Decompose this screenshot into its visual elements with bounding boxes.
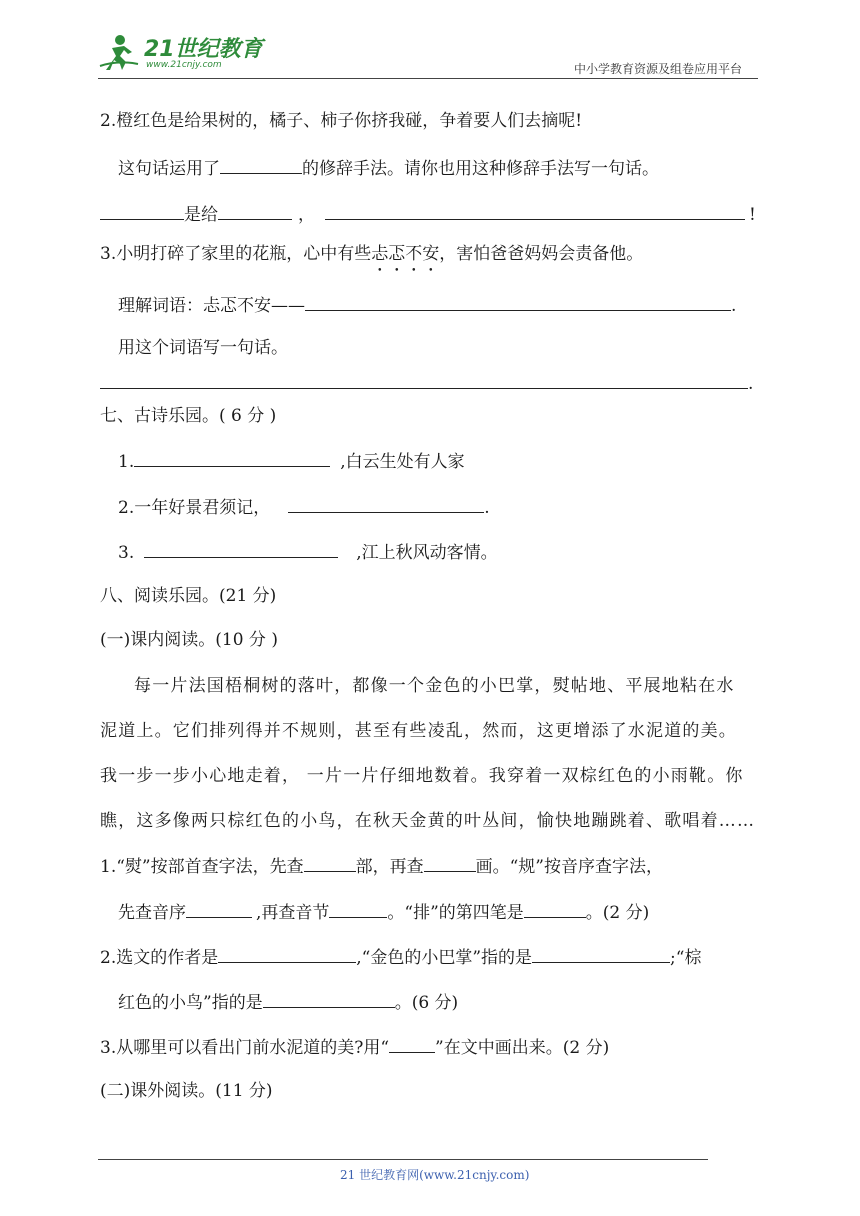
q6-2-prompt bbox=[118, 155, 659, 181]
q8-2-d: 红色的小鸟”指的是 bbox=[118, 993, 263, 1013]
logo-text: 21世纪教育 bbox=[144, 37, 263, 62]
sentence-blank[interactable] bbox=[100, 370, 748, 389]
q8-1-b: 部，再查 bbox=[355, 857, 424, 877]
golden-palm-blank[interactable] bbox=[532, 944, 670, 963]
emph-char-1: 忐 bbox=[371, 244, 389, 264]
understand-label: 理解词语：忐忑不安—— bbox=[118, 296, 305, 316]
poem-blank-2[interactable] bbox=[288, 494, 484, 513]
understand-blank[interactable] bbox=[305, 292, 731, 311]
q8-sub1-title: (一)课内阅读。(10 分 ) bbox=[100, 630, 278, 650]
syllable-blank[interactable] bbox=[329, 899, 387, 918]
q8-2-line-a bbox=[100, 944, 701, 970]
passage-line-1: 每一片法国梧桐树的落叶，都像一个金色的小巴掌，熨帖地、平展地粘在水 bbox=[134, 676, 735, 696]
fill-blank-1[interactable] bbox=[100, 201, 184, 220]
poem-blank-3[interactable] bbox=[144, 539, 338, 558]
q7-2-suffix: . bbox=[484, 498, 490, 518]
q7-3-prefix: 3. bbox=[118, 543, 135, 563]
q6-3-sentence-b: ，害怕爸爸妈妈会责备他。 bbox=[439, 244, 644, 264]
q6-3-sentence-line bbox=[100, 370, 753, 396]
q7-title: 七、古诗乐园。( 6 分 ) bbox=[100, 406, 277, 426]
logo-url: www.21cnjy.com bbox=[146, 60, 222, 70]
header-right-text: 中小学教育资源及组卷应用平台 bbox=[574, 62, 743, 76]
q8-1-g: 。(2 分) bbox=[585, 903, 650, 923]
q8-3-a: 3.从哪里可以看出门前水泥道的美?用“ bbox=[100, 1038, 390, 1058]
fill-blank-3[interactable] bbox=[325, 201, 745, 220]
q6-3-sentence-a: 3.小明打碎了家里的花瓶，心中有些 bbox=[100, 244, 372, 264]
q8-1-a: 1.“熨”按部首查字法，先查 bbox=[100, 857, 304, 877]
sentence-period: . bbox=[748, 374, 754, 394]
understand-period: . bbox=[731, 296, 737, 316]
fill-comma: ， bbox=[298, 205, 315, 225]
q6-2-prompt-b: 的修辞手法。请你也用这种修辞手法写一句话。 bbox=[302, 159, 659, 179]
q6-3-understand bbox=[118, 292, 736, 318]
fill-mid-text: 是给 bbox=[184, 205, 218, 225]
emph-char-3: 不 bbox=[405, 244, 423, 264]
emph-char-2: 忑 bbox=[388, 244, 406, 264]
q8-1-c: 画。“规”按音序查字法， bbox=[475, 857, 663, 877]
q7-1-prefix: 1. bbox=[118, 452, 135, 472]
footer-text: 21 世纪教育网(www.21cnjy.com) bbox=[340, 1168, 530, 1182]
q6-2-prompt-a: 这句话运用了 bbox=[118, 159, 220, 179]
q8-3-b: ”在文中画出来。(2 分) bbox=[435, 1038, 610, 1058]
q7-line-1 bbox=[118, 448, 465, 474]
q6-2-sentence: 2.橙红色是给果树的，橘子、柿子你挤我碰，争着要人们去摘呢! bbox=[100, 111, 583, 131]
q8-2-c: ;“棕 bbox=[670, 948, 702, 968]
poem-blank-1[interactable] bbox=[134, 448, 330, 467]
logo bbox=[98, 30, 268, 78]
emph-char-4: 安 bbox=[422, 244, 440, 264]
q8-1-line-b bbox=[118, 899, 649, 925]
q8-1-f: 。“排”的第四笔是 bbox=[387, 903, 524, 923]
underline-mark-sample bbox=[389, 1034, 435, 1053]
q8-2-b: ,“金色的小巴掌”指的是 bbox=[356, 948, 533, 968]
initial-blank[interactable] bbox=[186, 899, 252, 918]
q8-2-e: 。(6 分) bbox=[394, 993, 459, 1013]
q8-1-line-a bbox=[100, 853, 663, 879]
footer-divider bbox=[98, 1159, 708, 1160]
passage-line-3: 我一步一步小心地走着， 一片一片仔细地数着。我穿着一双棕红色的小雨靴。你 bbox=[100, 766, 744, 786]
q7-3-suffix: ,江上秋风动客情。 bbox=[356, 543, 498, 563]
q8-title: 八、阅读乐园。(21 分) bbox=[100, 586, 277, 606]
passage-line-2: 泥道上。它们排列得并不规则，甚至有些凌乱，然而，这更增添了水泥道的美。 bbox=[100, 721, 737, 741]
q8-2-a: 2.选文的作者是 bbox=[100, 948, 219, 968]
q7-line-3 bbox=[118, 539, 498, 565]
q7-1-suffix: ,白云生处有人家 bbox=[340, 452, 465, 472]
red-bird-blank[interactable] bbox=[263, 989, 395, 1008]
strokes-blank[interactable] bbox=[424, 853, 476, 872]
fourth-stroke-blank[interactable] bbox=[524, 899, 586, 918]
q8-sub2-title: (二)课外阅读。(11 分) bbox=[100, 1081, 273, 1101]
fill-blank-2[interactable] bbox=[218, 201, 292, 220]
q8-1-e: ,再查音节 bbox=[256, 903, 330, 923]
q6-2-fill-line bbox=[100, 201, 756, 227]
q8-3-line bbox=[100, 1034, 609, 1060]
q6-3-sentence bbox=[100, 242, 643, 266]
rhetoric-blank[interactable] bbox=[220, 155, 302, 174]
passage-line-4: 瞧，这多像两只棕红色的小鸟，在秋天金黄的叶丛间，愉快地蹦跳着、歌唱着…… bbox=[100, 811, 756, 831]
q8-1-d: 先查音序 bbox=[118, 903, 186, 923]
q6-3-use-prompt: 用这个词语写一句话。 bbox=[118, 338, 288, 358]
fill-end: ! bbox=[749, 205, 756, 225]
q7-line-2 bbox=[118, 494, 490, 520]
q7-2-prefix: 2.一年好景君须记， bbox=[118, 498, 271, 518]
header-divider bbox=[98, 78, 758, 79]
q8-2-line-b bbox=[118, 989, 458, 1015]
author-blank[interactable] bbox=[218, 944, 356, 963]
radical-blank[interactable] bbox=[304, 853, 356, 872]
